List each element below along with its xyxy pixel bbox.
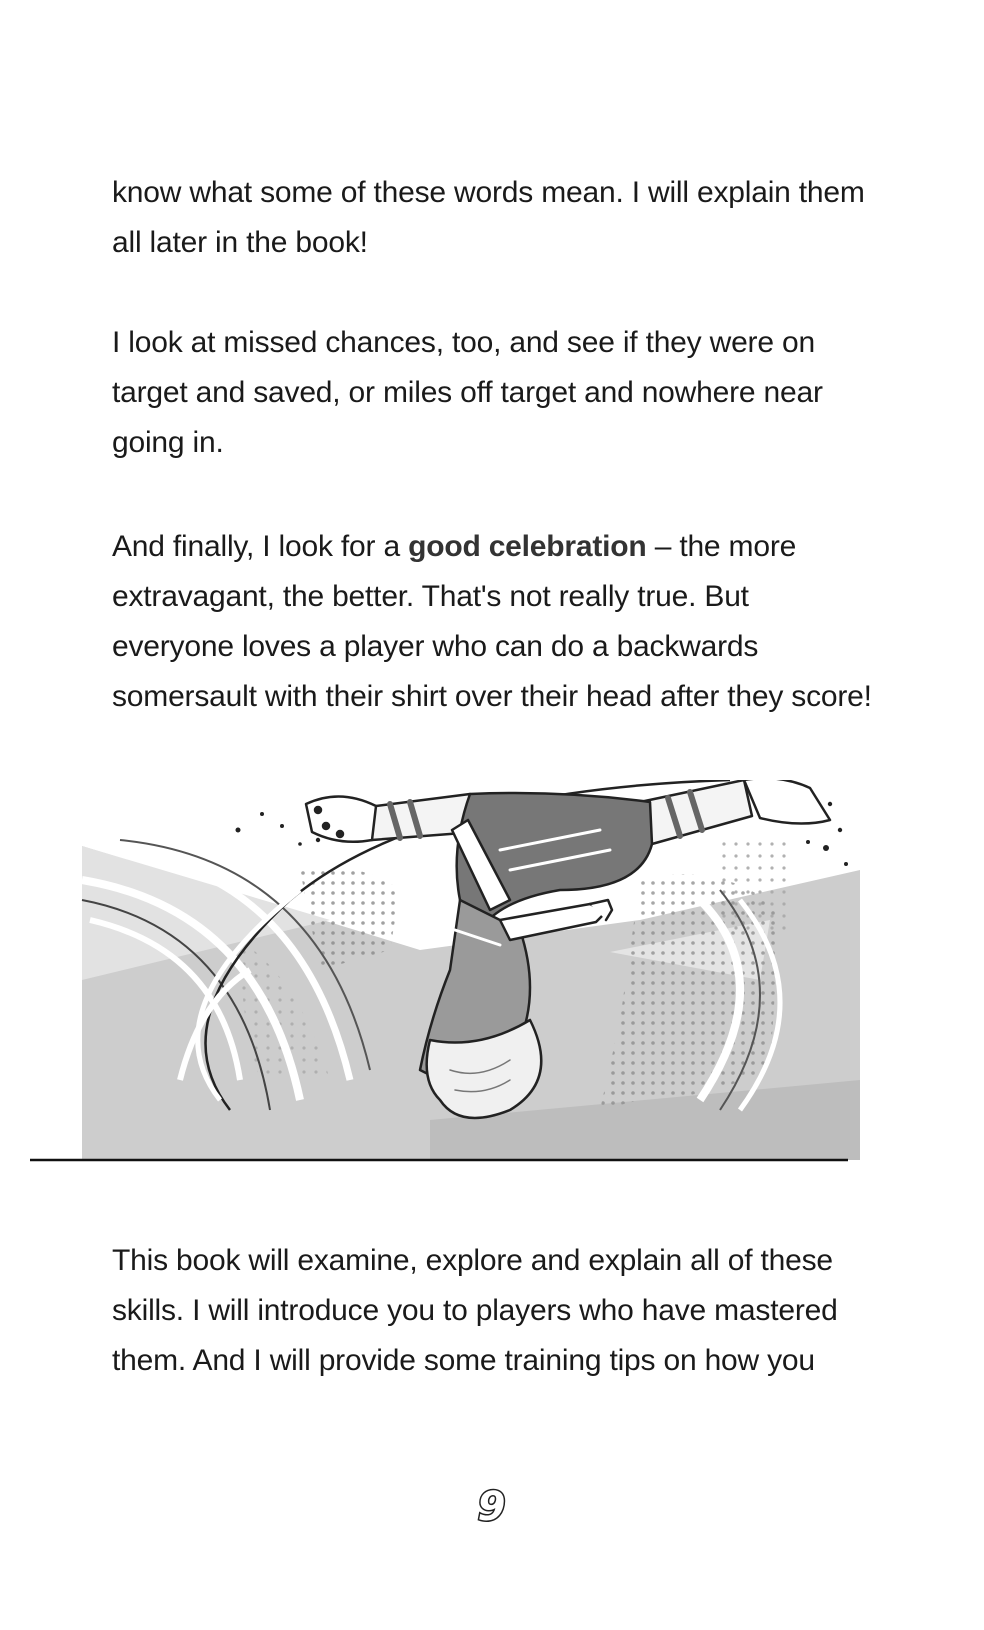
bold-term-good-celebration: good celebration xyxy=(408,530,647,563)
paragraph-3-lead: And finally, I look for a xyxy=(112,530,409,563)
paragraph-3-rest: – the more extravagant, the better. That's not really true. But everyone loves a player who can do a backwards somersault with their shirt over their head after they score! xyxy=(112,530,872,713)
paragraph-3-text xyxy=(112,522,872,722)
page-number: 9 xyxy=(477,1484,507,1530)
paragraph-3 xyxy=(112,522,872,722)
paragraph-2-text: I look at missed chances, too, and see if they were on target and saved, or miles off target and nowhere near going in. xyxy=(112,326,823,459)
paragraph-2 xyxy=(112,318,872,468)
paragraph-4 xyxy=(112,1236,872,1386)
paragraph-4-text: This book will examine, explore and explain all of these skills. I will introduce you to players who have mastered them. And I will provide some training tips on how you xyxy=(112,1244,838,1377)
paragraph-1 xyxy=(112,168,872,268)
paragraph-1-text: know what some of these words mean. I will explain them all later in the book! xyxy=(112,176,865,259)
somersault-illustration xyxy=(0,780,984,1220)
